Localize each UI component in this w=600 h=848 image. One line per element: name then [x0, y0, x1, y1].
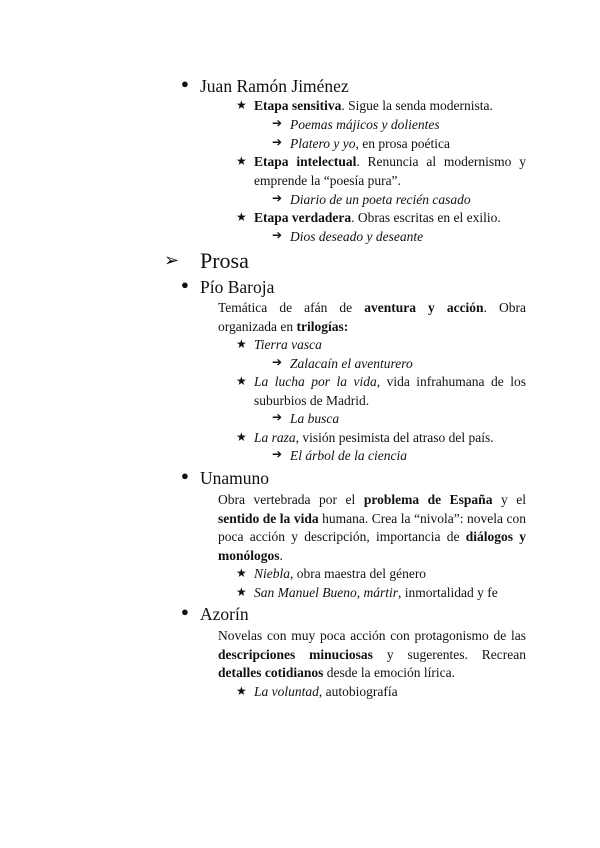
baroja-paragraph: Temática de afán de aventura y acción. Obra organizada en trilogías: — [218, 300, 526, 334]
arrow-icon: ➔ — [272, 228, 283, 242]
star-icon: ★ — [236, 210, 247, 224]
star-icon: ★ — [236, 566, 247, 580]
star-icon: ★ — [236, 684, 247, 698]
star-icon: ★ — [236, 585, 247, 599]
bullet-dot-icon: ● — [181, 277, 189, 292]
star-icon: ★ — [236, 374, 247, 388]
heading-juan-ramon-jimenez: ● Juan Ramón Jiménez — [181, 76, 349, 96]
arrow-icon: ➔ — [272, 191, 283, 205]
star-icon: ★ — [236, 98, 247, 112]
arrow-icon: ➔ — [272, 410, 283, 424]
heading-azorin: ● Azorín — [181, 604, 249, 624]
section-heading-prosa: ➢ Prosa — [164, 248, 249, 273]
bullet-dot-icon: ● — [181, 468, 189, 483]
unamuno-paragraph: Obra vertebrada por el problema de España y el sentido de la vida humana. Crea la “nivola”: novela con poca acción y descripción, importancia de diálogos y monólogos. — [218, 492, 527, 563]
heading-pio-baroja: ● Pío Baroja — [181, 277, 275, 297]
azorin-paragraph: Novelas con muy poca acción con protagonismo de las descripciones minuciosas y sugerentes. Recrean detalles cotidianos desde la emoción lírica. — [218, 628, 526, 681]
star-icon: ★ — [236, 430, 247, 444]
bullet-dot-icon: ● — [181, 604, 189, 619]
document-page: ● Juan Ramón Jiménez ★ Etapa sensitiva. Sigue la senda modernista. ➔ Poemas májicos y dolientes ➔ Platero y yo, en prosa poética ★ Etapa intelectual. Renuncia al modernismo y emprende la “poesía pura”. ➔ Diario de un poeta recién casado ★ Etapa verdadera. Obras escritas en el exilio. ➔ Dios deseado y deseante ➢ Prosa ● Pío Baroja Temática de afán de aventura y acción. Obra organizada en trilogías: ★ Tierra vasca ➔ Zalacaín el aventurero ★ La lucha por la vida, vida infrahumana de los suburbios de Madrid. ➔ La busca ★ La raza, visión pesimista del atraso del país. ➔ El árbol de la ciencia ● Unamuno Obra vertebrada por el problema de España y el sentido de la vida humana. Crea la “nivola”: novela con poca acción y descripción, importancia de diálogos y monólogos. ★ Niebla, obra maestra del género ★ San Manuel Bueno, mártir, inmortalidad y fe ● Azorín Novelas con muy poca acción con protagonismo de las descripciones minuciosas y sugerentes. Recrean detalles cotidianos desde la emoción lírica. ★ La voluntad, autobiografía — [164, 76, 527, 699]
arrow-icon: ➔ — [272, 135, 283, 149]
bullet-dot-icon: ● — [181, 76, 189, 91]
arrow-icon: ➔ — [272, 447, 283, 461]
star-icon: ★ — [236, 154, 247, 168]
heading-unamuno: ● Unamuno — [181, 468, 270, 488]
chevron-arrow-icon: ➢ — [164, 250, 180, 270]
arrow-icon: ➔ — [272, 355, 283, 369]
arrow-icon: ➔ — [272, 116, 283, 130]
star-icon: ★ — [236, 337, 247, 351]
